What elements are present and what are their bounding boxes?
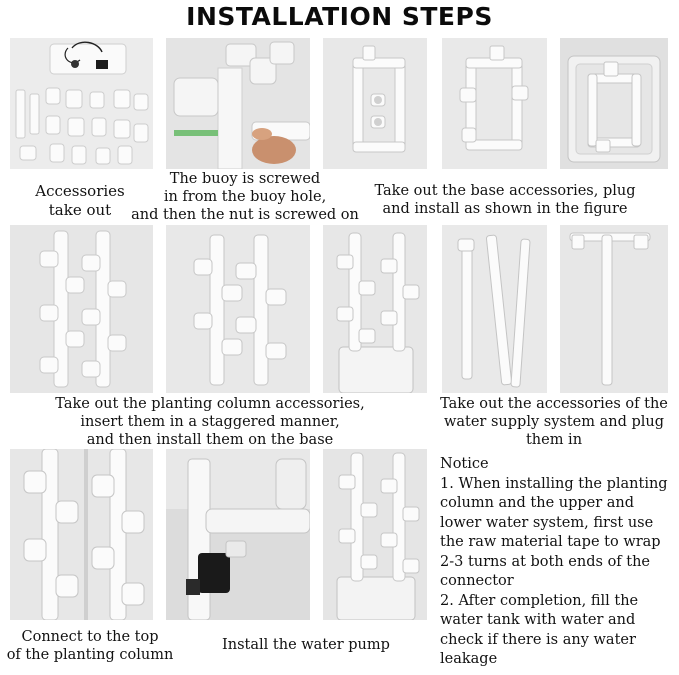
base-photo-1 — [323, 38, 427, 169]
water-supply-assembled-photo — [560, 225, 668, 393]
water-pump-photo — [166, 449, 310, 620]
accessories-photo — [10, 38, 153, 169]
notice-line: 2-3 turns at both ends of the — [440, 553, 651, 570]
staggered-column-photo — [166, 225, 310, 393]
caption-connect-top: Connect to the top of the planting column — [6, 629, 174, 663]
base-photo-2 — [442, 38, 547, 169]
caption-water-pump: Install the water pump — [222, 637, 390, 653]
column-top-photo — [10, 449, 153, 620]
page-title: INSTALLATION STEPS — [186, 2, 493, 31]
notice-line: 1. When installing the planting — [440, 475, 668, 492]
caption-planting-column: Take out the planting column accessories, insert them in a staggered manner, and then install them on the base — [55, 396, 365, 448]
notice-line: connector — [440, 573, 514, 589]
notice-block — [440, 455, 676, 670]
caption-water-supply: Take out the accessories of the water supply system and plug them in — [440, 396, 668, 448]
caption-buoy: The buoy is screwed in from the buoy hole, and then the nut is screwed on — [131, 171, 359, 223]
base-in-tank-photo — [560, 38, 668, 169]
water-supply-parts-photo — [442, 225, 547, 393]
notice-line: 2. After completion, fill the — [440, 592, 639, 609]
assembled-tower-photo — [323, 449, 427, 620]
planting-column-parts-photo — [10, 225, 153, 393]
notice-line: check if there is any water — [440, 631, 636, 648]
notice-line: water tank with water and — [440, 612, 636, 628]
notice-heading: Notice — [440, 456, 489, 472]
caption-base: Take out the base accessories, plug and install as shown in the figure — [374, 183, 636, 217]
notice-line: column and the upper and — [440, 495, 635, 511]
buoy-photo — [166, 38, 310, 169]
notice-line: the raw material tape to wrap — [440, 534, 661, 550]
caption-accessories: Accessories take out — [35, 182, 125, 219]
column-on-base-photo — [323, 225, 427, 393]
notice-line: leakage — [440, 651, 498, 667]
notice-line: lower water system, first use — [440, 514, 654, 531]
